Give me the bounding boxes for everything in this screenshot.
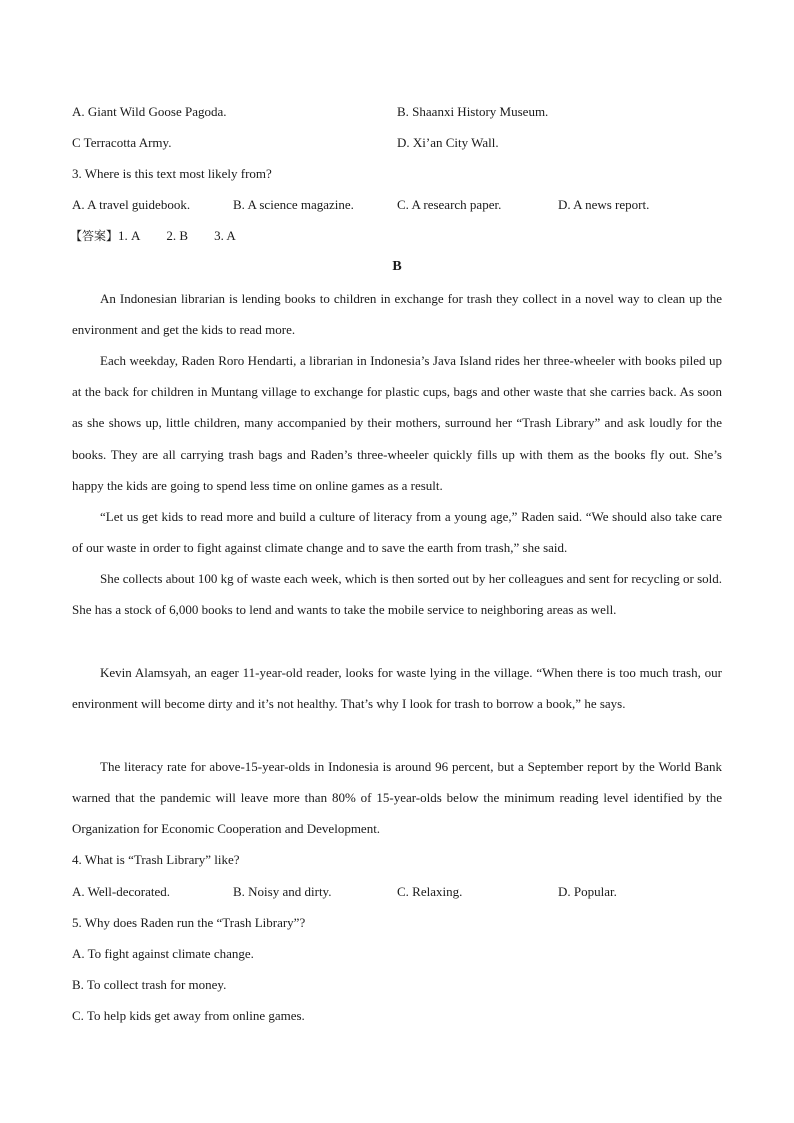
answer-label: 【答案】: [70, 229, 119, 243]
question-4: 4. What is “Trash Library” like?: [72, 852, 240, 867]
passage-paragraph-4: She collects about 100 kg of waste each week, which is then sorted out by her colleagues and sent for recycling or sold. She has a stock of 6,000 books to lend and wants to take the mobile service to neighboring areas as well.: [72, 571, 722, 618]
question-5: 5. Why does Raden run the “Trash Library”?: [72, 915, 306, 930]
q4-option-a: A. Well-decorated.: [72, 884, 170, 899]
question-3: 3. Where is this text most likely from?: [72, 166, 272, 181]
option-b-shaanxi-history-museum: B. Shaanxi History Museum.: [397, 104, 549, 119]
option-d-xian-city-wall: D. Xi’an City Wall.: [397, 135, 499, 150]
passage-paragraph-1: An Indonesian librarian is lending books to children in exchange for trash they collect in a novel way to clean up the environment and get the kids to read more.: [72, 291, 722, 338]
q3-option-b: B. A science magazine.: [233, 197, 354, 212]
q3-option-a: A. A travel guidebook.: [72, 197, 191, 212]
q4-option-d: D. Popular.: [558, 884, 617, 899]
option-a-giant-wild-goose-pagoda: A. Giant Wild Goose Pagoda.: [72, 104, 227, 119]
passage-paragraph-5: Kevin Alamsyah, an eager 11-year-old reader, looks for waste lying in the village. “When there is too much trash, our environment will become dirty and it’s not healthy. That’s why I look for trash to borrow a book,” he says.: [72, 665, 722, 712]
option-c-terracotta-army: C Terracotta Army.: [72, 135, 172, 150]
q4-option-b: B. Noisy and dirty.: [233, 884, 332, 899]
q4-option-c: C. Relaxing.: [397, 884, 463, 899]
section-b-heading: B: [392, 259, 402, 274]
q5-option-c: C. To help kids get away from online games.: [72, 1008, 305, 1023]
passage-paragraph-2: Each weekday, Raden Roro Hendarti, a librarian in Indonesia’s Java Island rides her three-wheeler with books piled up at the back for children in Muntang village to exchange for plastic cups, bags and other waste that she carries back. As soon as she shows up, little children, many accompanied by their mothers, surround her “Trash Library” and ask loudly for the books. They are all carrying trash bags and Raden’s three-wheeler quickly fills up with them as the books fly out. She’s happy the kids are going to spend less time on online games as a result.: [72, 353, 722, 493]
passage-paragraph-6: The literacy rate for above-15-year-olds in Indonesia is around 96 percent, but a September report by the World Bank warned that the pandemic will leave more than 80% of 15-year-olds below the minimum reading level identified by the Organization for Economic Cooperation and Development.: [72, 759, 722, 837]
answer-1: 1. A: [118, 228, 141, 243]
answer-key: [70, 228, 236, 244]
answer-2: 2. B: [166, 228, 189, 243]
q5-option-b: B. To collect trash for money.: [72, 977, 227, 992]
q3-option-c: C. A research paper.: [397, 197, 502, 212]
q5-option-a: A. To fight against climate change.: [72, 946, 254, 961]
passage-paragraph-3: “Let us get kids to read more and build a culture of literacy from a young age,” Raden said. “We should also take care of our waste in order to fight against climate change and to save the earth from trash,” she said.: [72, 509, 722, 556]
answer-3: 3. A: [214, 228, 236, 243]
q3-option-d: D. A news report.: [558, 197, 650, 212]
